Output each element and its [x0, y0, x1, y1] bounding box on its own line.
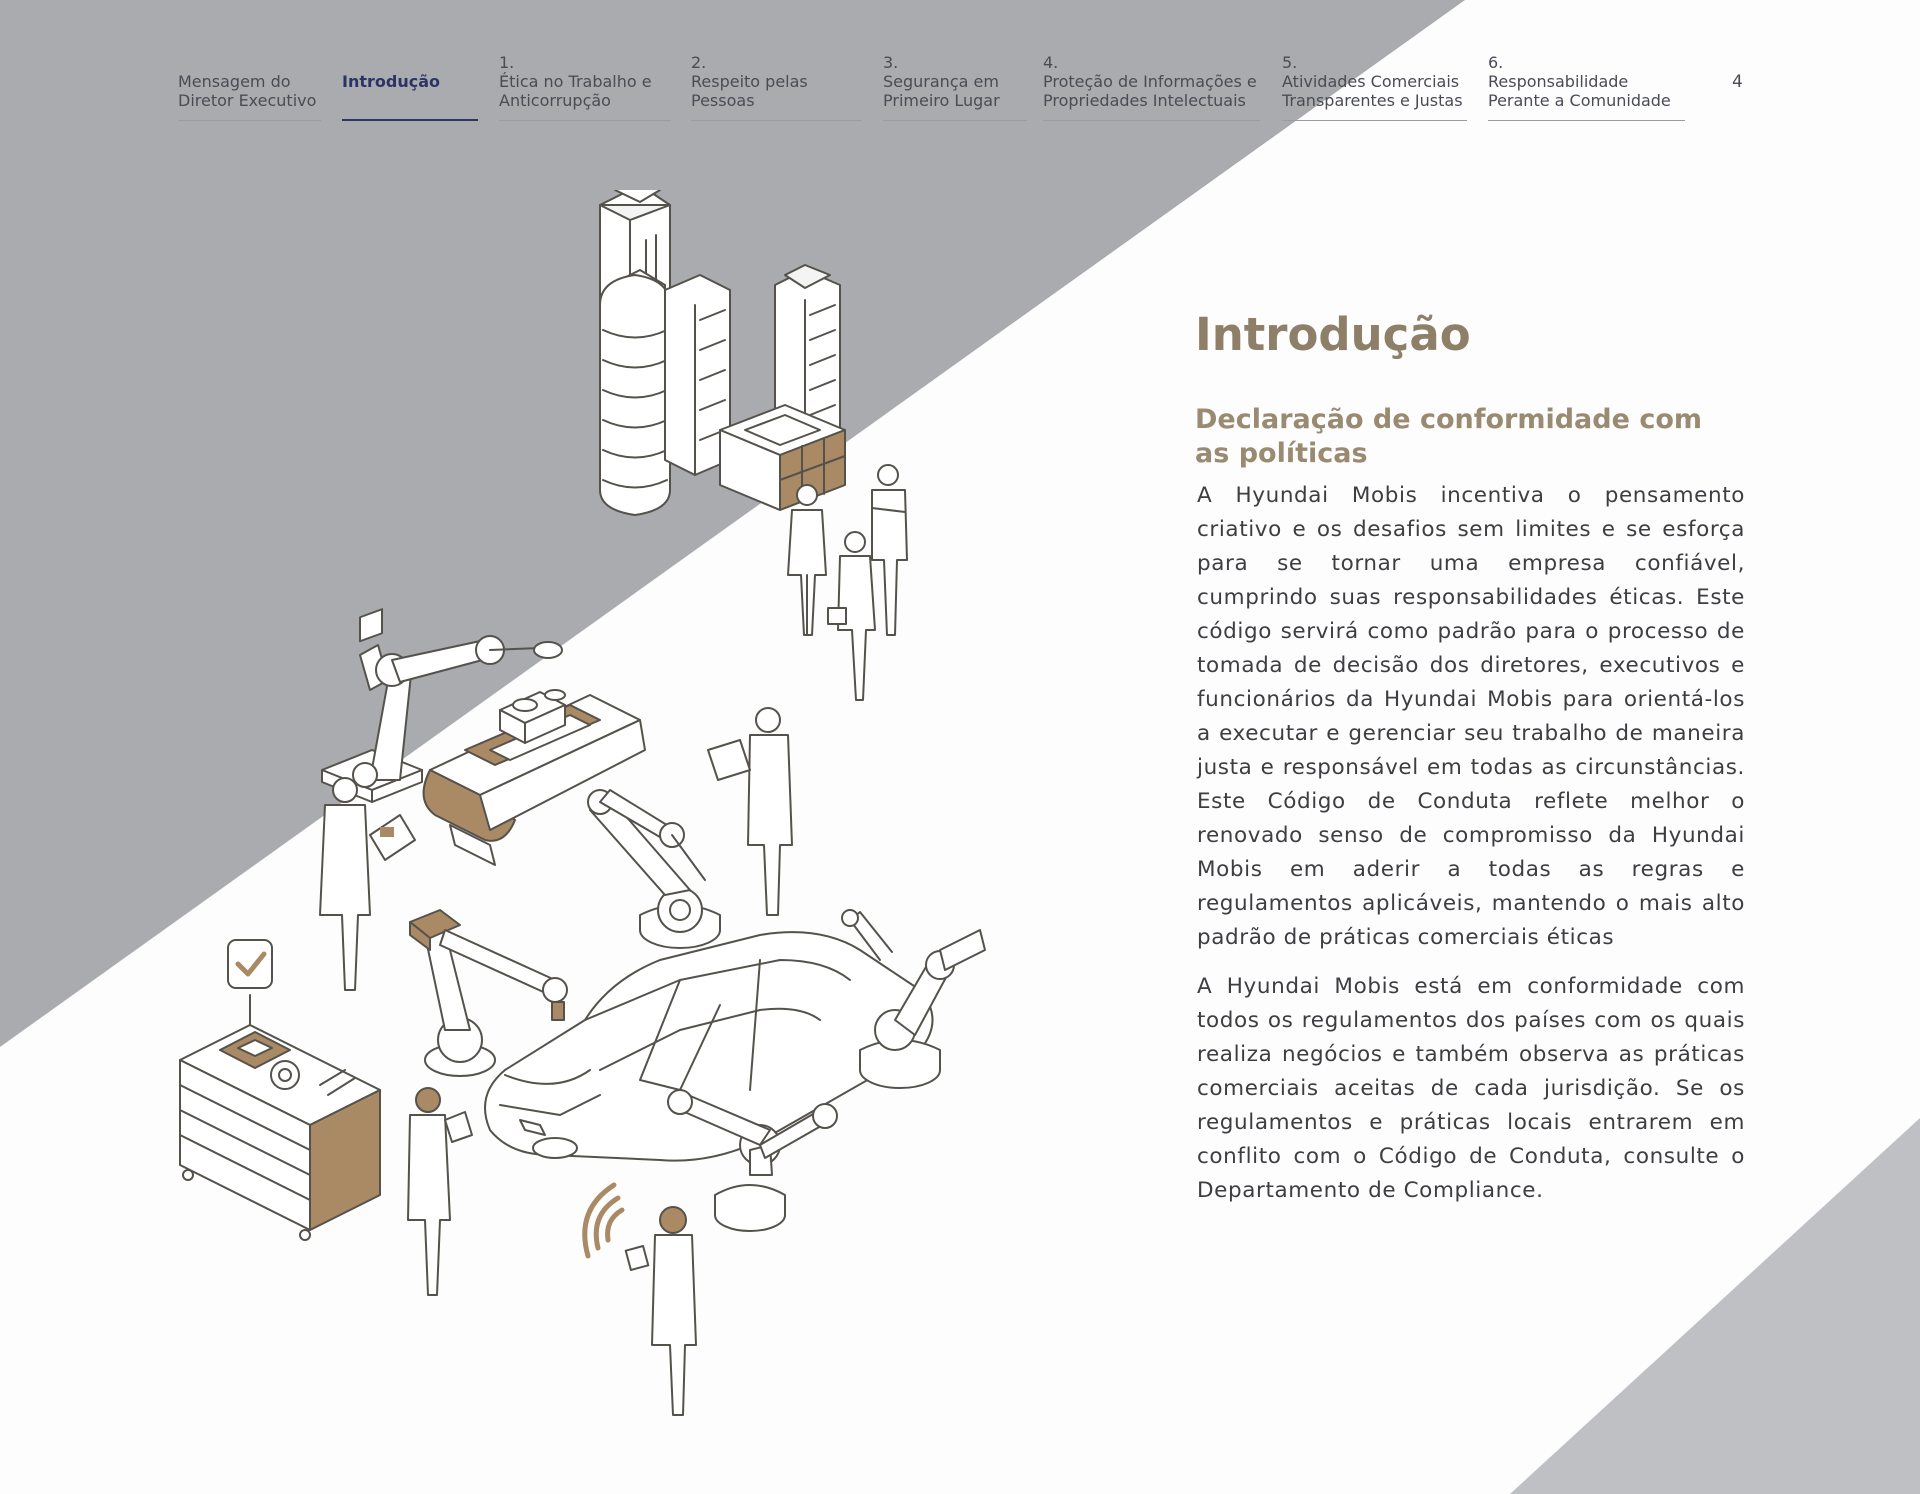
person-1 [788, 485, 826, 635]
section-subtitle: Declaração de conformidade com as políticas [1195, 404, 1703, 469]
tower-left [600, 275, 670, 515]
introduction-section [1195, 305, 1745, 1208]
business-people-icon [788, 465, 907, 700]
nav-item-number [342, 53, 478, 72]
nav-item-number [178, 53, 321, 72]
body-paragraph: A Hyundai Mobis está em conformidade com todos os regulamentos dos países com os quais realiza negócios e também observa as práticas comerciais aceitas de cada jurisdição. Se os regulamentos e práticas locais entrarem em conflito com o Código de Conduta, consulte o Departamento de Compliance. [1197, 974, 1745, 1203]
robot-arm-center [588, 790, 720, 948]
nav-item-ceo-message[interactable] [178, 53, 321, 121]
nav-item-introduction[interactable] [342, 53, 478, 121]
nav-item-label: Segurança em Primeiro Lugar [883, 72, 1000, 110]
nav-item-label: Ética no Trabalho e Anticorrupção [499, 72, 652, 110]
engineer-with-clipboard [708, 708, 792, 915]
worker-with-tablet [320, 778, 415, 990]
body-paragraph: A Hyundai Mobis incentiva o pensamento criativo e os desafios sem limites e se esforça para se tornar uma empresa confiável, cumprindo suas responsabilidades éticas. Este código servirá como padrão para o processo de tomada de decisão dos diretores, executivos e funcionários da Hyundai Mobis para orientá-los a executar e gerenciar seu trabalho de maneira justa e responsável em todas as circunstâncias. Este Código de Conduta reflete melhor o renovado senso de compromisso da Hyundai Mobis em aderir a todas as regras e regulamentos aplicáveis, mantendo o mais alto padrão de práticas comerciais éticas [1197, 483, 1745, 950]
person-2 [872, 465, 907, 635]
nav-item-number: 3. [883, 53, 899, 72]
nav-item-label: Proteção de Informações e Propriedades Intelectuais [1043, 72, 1257, 110]
nav-item-commercial[interactable] [1282, 53, 1467, 121]
wireless-signal-icon [585, 1185, 622, 1256]
nav-item-safety[interactable] [883, 53, 1027, 121]
factory-illustration [160, 190, 1020, 1430]
page-number: 4 [1732, 72, 1743, 92]
workbench-icon [180, 995, 380, 1240]
nav-item-ethics[interactable] [499, 53, 671, 121]
nav-item-number: 6. [1488, 53, 1504, 72]
nav-item-number: 5. [1282, 53, 1298, 72]
person-3 [828, 532, 875, 700]
city-buildings-icon [600, 190, 845, 515]
nav-item-label: Atividades Comerciais Transparentes e Justas [1282, 72, 1463, 110]
nav-item-respect[interactable] [691, 53, 862, 121]
nav-item-label: Mensagem do Diretor Executivo [178, 72, 317, 110]
nav-item-label: Respeito pelas Pessoas [691, 72, 808, 110]
nav-item-label: Responsabilidade Perante a Comunidade [1488, 72, 1671, 110]
nav-item-number: 2. [691, 53, 707, 72]
worker-bottom-center [626, 1207, 696, 1415]
page-title: Introdução [1195, 308, 1471, 361]
nav-item-community[interactable] [1488, 53, 1685, 121]
car-body-icon [485, 932, 933, 1160]
conveyor-icon [424, 690, 645, 865]
checkmark-badge-icon [228, 940, 272, 988]
chapter-navigation [0, 0, 1920, 130]
nav-item-information[interactable] [1043, 53, 1260, 121]
nav-item-number: 1. [499, 53, 515, 72]
worker-bottom-left [408, 1088, 472, 1295]
nav-item-number: 4. [1043, 53, 1059, 72]
nav-item-label: Introdução [342, 72, 440, 91]
